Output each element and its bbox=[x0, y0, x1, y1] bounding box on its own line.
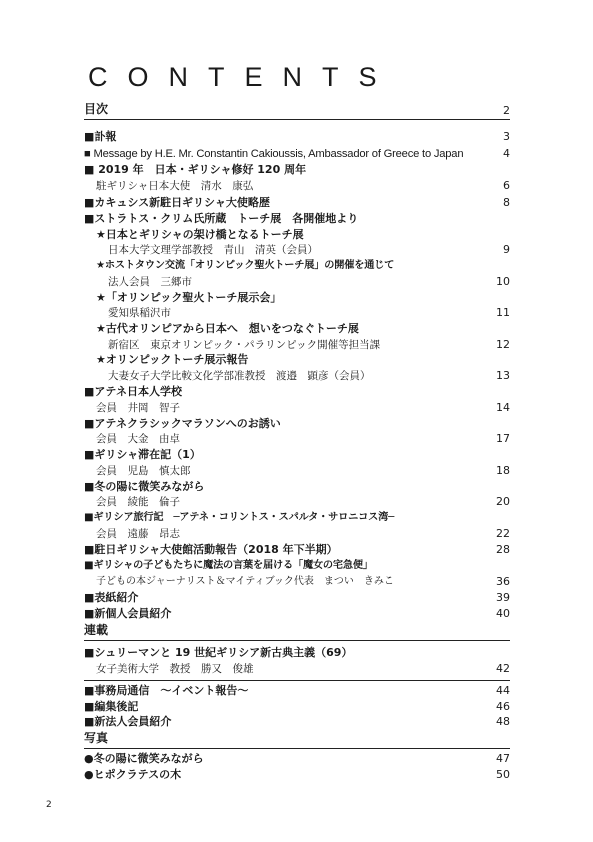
toc-subentry[interactable] bbox=[84, 432, 510, 446]
toc-entry[interactable] bbox=[84, 196, 510, 210]
toc-entry[interactable] bbox=[84, 559, 510, 573]
page-ref: 36 bbox=[496, 575, 510, 588]
page-ref: 12 bbox=[496, 338, 510, 351]
entry-title: ■アテネ日本人学校 bbox=[84, 385, 182, 398]
page-ref: 6 bbox=[503, 179, 510, 192]
entry-title: ■新個人会員紹介 bbox=[84, 607, 172, 620]
toc-subentry[interactable] bbox=[84, 369, 510, 383]
toc-entry[interactable] bbox=[84, 543, 510, 557]
toc-subentry[interactable] bbox=[84, 495, 510, 509]
page-ref: 48 bbox=[496, 715, 510, 728]
page-ref: 11 bbox=[496, 306, 510, 319]
page-ref: 22 bbox=[496, 527, 510, 540]
toc-subentry[interactable] bbox=[84, 322, 510, 336]
toc-entry[interactable] bbox=[84, 480, 510, 494]
entry-author: 法人会員 三郷市 bbox=[108, 276, 192, 288]
toc-entry[interactable] bbox=[84, 715, 510, 729]
page-ref: 18 bbox=[496, 464, 510, 477]
toc-entry[interactable] bbox=[84, 768, 510, 782]
page-ref: 50 bbox=[496, 768, 510, 781]
toc-subentry[interactable] bbox=[84, 259, 510, 273]
toc-subentry[interactable] bbox=[84, 228, 510, 242]
entry-title: ●冬の陽に微笑みながら bbox=[84, 752, 204, 765]
entry-title: ■駐日ギリシャ大使館活動報告（2018 年下半期） bbox=[84, 543, 338, 556]
entry-title: ■ Message by H.E. Mr. Constantin Cakioussis, Ambassador of Greece to Japan bbox=[84, 148, 464, 160]
toc-entry[interactable] bbox=[84, 147, 510, 161]
entry-title: ■ギリシア旅行記 ─アテネ・コリントス・スパルタ・サロニコス湾─ bbox=[84, 512, 395, 523]
page-ref: 4 bbox=[503, 147, 510, 160]
page-ref: 20 bbox=[496, 495, 510, 508]
entry-title: ★ホストタウン交流「オリンピック聖火トーチ展」の開催を通じて bbox=[96, 260, 395, 271]
page-ref: 17 bbox=[496, 432, 510, 445]
toc-entry[interactable] bbox=[84, 163, 510, 177]
page-ref: 14 bbox=[496, 401, 510, 414]
page-ref: 8 bbox=[503, 196, 510, 209]
entry-title: ★日本とギリシャの架け橋となるトーチ展 bbox=[96, 228, 304, 241]
entry-title: ■新法人会員紹介 bbox=[84, 715, 172, 728]
page-ref: 40 bbox=[496, 607, 510, 620]
toc-entry[interactable] bbox=[84, 752, 510, 766]
toc-entry[interactable] bbox=[84, 684, 510, 698]
toc-entry[interactable] bbox=[84, 591, 510, 605]
entry-title: ●ヒポクラテスの木 bbox=[84, 768, 182, 781]
entry-author: 女子美術大学 教授 勝又 俊雄 bbox=[96, 663, 254, 675]
page-ref: 47 bbox=[496, 752, 510, 765]
entry-author: 会員 綾能 倫子 bbox=[96, 496, 180, 508]
toc-entry[interactable] bbox=[84, 417, 510, 431]
page-ref: 46 bbox=[496, 700, 510, 713]
entry-title: ■シュリーマンと 19 世紀ギリシア新古典主義（69） bbox=[84, 646, 353, 659]
entry-author: 子どもの本ジャーナリスト＆マイティブック代表 まつい きみこ bbox=[96, 576, 394, 587]
section-label: 目次 bbox=[84, 102, 109, 116]
toc-subentry[interactable] bbox=[84, 275, 510, 289]
entry-title: ■事務局通信 ～イベント報告～ bbox=[84, 684, 249, 697]
section-header-photo bbox=[84, 729, 510, 749]
section-label: 連載 bbox=[84, 623, 109, 637]
entry-title: ■冬の陽に微笑みながら bbox=[84, 480, 205, 493]
page-ref: 13 bbox=[496, 369, 510, 382]
toc-subentry[interactable] bbox=[84, 179, 510, 193]
section-header-toc bbox=[84, 100, 510, 120]
entry-title: ■編集後記 bbox=[84, 700, 139, 713]
entry-author: 新宿区 東京オリンピック・パラリンピック開催等担当課 bbox=[108, 339, 381, 351]
toc-subentry[interactable] bbox=[84, 306, 510, 320]
page-ref: 44 bbox=[496, 684, 510, 697]
toc-entry[interactable] bbox=[84, 607, 510, 621]
page-number: 2 bbox=[46, 800, 52, 810]
page-ref: 3 bbox=[503, 130, 510, 143]
entry-author: 駐ギリシャ日本大使 清水 康弘 bbox=[96, 180, 254, 192]
entry-author: 大妻女子大学比較文化学部准教授 渡邉 顕彦（会員） bbox=[108, 370, 371, 382]
entry-title: ■ストラトス・クリム氏所蔵 トーチ展 各開催地より bbox=[84, 212, 359, 225]
toc-entry[interactable] bbox=[84, 511, 510, 525]
toc-subentry[interactable] bbox=[84, 353, 510, 367]
entry-title: ■ギリシャ滞在記（1） bbox=[84, 448, 201, 461]
entry-author: 愛知県稲沢市 bbox=[108, 307, 171, 319]
page-title: CONTENTS bbox=[88, 62, 397, 92]
entry-title: ■表紙紹介 bbox=[84, 591, 139, 604]
entry-author: 会員 児島 慎太郎 bbox=[96, 465, 191, 477]
toc-subentry[interactable] bbox=[84, 662, 510, 676]
entry-title: ■アテネクラシックマラソンへのお誘い bbox=[84, 417, 281, 430]
toc-subentry[interactable] bbox=[84, 338, 510, 352]
entry-title: ★オリンピックトーチ展示報告 bbox=[96, 353, 249, 366]
entry-author: 会員 遠藤 昂志 bbox=[96, 528, 180, 540]
entry-title: ★古代オリンピアから日本へ 想いをつなぐトーチ展 bbox=[96, 322, 359, 335]
toc-entry[interactable] bbox=[84, 212, 510, 226]
divider bbox=[84, 680, 510, 681]
entry-title: ■カキュシス新駐日ギリシャ大使略歴 bbox=[84, 196, 270, 209]
page-ref: 2 bbox=[503, 104, 510, 117]
entry-title: ■ 2019 年 日本・ギリシャ修好 120 周年 bbox=[84, 163, 307, 176]
page-ref: 9 bbox=[503, 243, 510, 256]
entry-author: 会員 大金 由卓 bbox=[96, 433, 180, 445]
section-header-serial bbox=[84, 621, 510, 641]
page-ref: 39 bbox=[496, 591, 510, 604]
toc-entry[interactable] bbox=[84, 700, 510, 714]
toc-subentry[interactable] bbox=[84, 575, 510, 589]
toc-entry[interactable] bbox=[84, 646, 510, 660]
toc-subentry[interactable] bbox=[84, 464, 510, 478]
page-ref: 10 bbox=[496, 275, 510, 288]
toc-subentry[interactable] bbox=[84, 527, 510, 541]
entry-title: ■ギリシャの子どもたちに魔法の言葉を届ける「魔女の宅急便」 bbox=[84, 560, 373, 571]
entry-title: ■訃報 bbox=[84, 130, 117, 143]
section-label: 写真 bbox=[84, 731, 109, 745]
entry-title: ★「オリンピック聖火トーチ展示会」 bbox=[96, 291, 282, 304]
toc-entry[interactable] bbox=[84, 448, 510, 462]
entry-author: 会員 井岡 智子 bbox=[96, 402, 180, 414]
page-ref: 28 bbox=[496, 543, 510, 556]
toc-subentry[interactable] bbox=[84, 291, 510, 305]
toc-entry[interactable] bbox=[84, 385, 510, 399]
toc-entry[interactable] bbox=[84, 130, 510, 144]
toc-subentry[interactable] bbox=[84, 401, 510, 415]
page-ref: 42 bbox=[496, 662, 510, 675]
toc-subentry[interactable] bbox=[84, 243, 510, 257]
entry-author: 日本大学文理学部教授 青山 清英（会員） bbox=[108, 244, 318, 256]
